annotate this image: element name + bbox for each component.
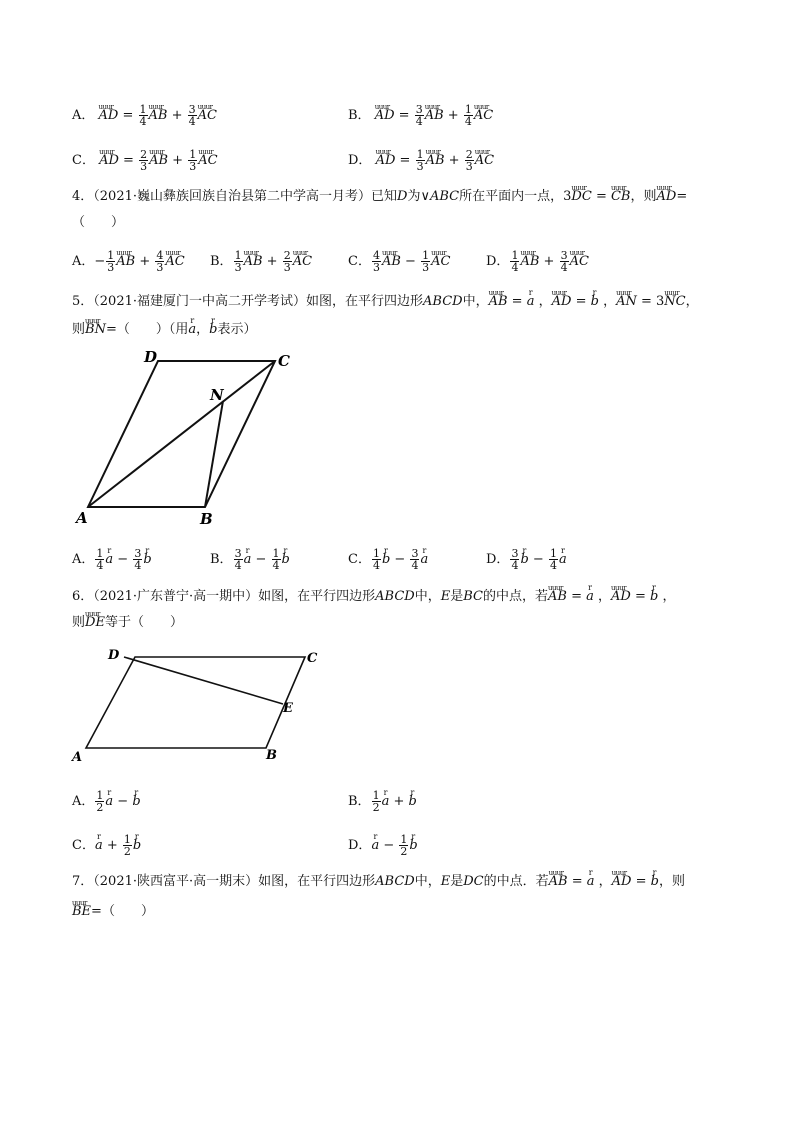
label-a: A — [72, 750, 83, 765]
q3-option-a[interactable]: A． uuur AD = $\frac{1}{4}$ uuur AB + $\frac{3}{4}$ uuur AC — [72, 104, 217, 127]
q4-blank: （ ） — [72, 215, 125, 230]
q4-option-d[interactable]: D． $\frac{1}{4}$ uuur AB + $\frac{3}{4}$ uuur AC — [486, 250, 589, 273]
option-label: C． — [72, 153, 95, 168]
q5-option-a[interactable]: A． $\frac{1}{4}$ r a − $\frac{3}{4}$ r b — [72, 548, 152, 571]
option-label: B． — [348, 108, 371, 123]
q6-figure — [70, 645, 320, 765]
fraction: $\frac{1}{4}$ — [464, 103, 472, 128]
fraction: $\frac{1}{3}$ — [416, 148, 424, 173]
label-n: N — [210, 386, 224, 404]
fraction: $\frac{3}{4}$ — [188, 103, 196, 128]
q7-stem-2: uuur BE=（ ） — [72, 903, 154, 921]
parallelogram-abcd — [86, 657, 305, 748]
vector-ad: uuur AD — [99, 152, 119, 170]
vector-ad: uuur AD — [375, 107, 395, 125]
label-b: B — [200, 510, 213, 528]
fraction: $\frac{2}{3}$ — [140, 148, 148, 173]
fraction: $\frac{3}{4}$ — [415, 103, 423, 128]
q6-stem-2: 则uuur DE等于（ ） — [72, 614, 183, 632]
q6-option-d[interactable]: D．r a − $\frac{1}{2}$ r b — [348, 834, 418, 857]
q5-stem: 5．（2021·福建厦门一中高二开学考试）如图，在平行四边形ABCD中，uuur AB = r a ，uuur AD = r b ，uuur AN = 3uuur NC， — [72, 293, 699, 311]
vector-ab: uuur AB — [425, 107, 444, 125]
label-d: D — [108, 648, 120, 663]
q6-option-c[interactable]: C．r a + $\frac{1}{2}$ r b — [72, 834, 141, 857]
fraction: $\frac{1}{3}$ — [189, 148, 197, 173]
q5-option-d[interactable]: D． $\frac{3}{4}$ r b − $\frac{1}{4}$ r a — [486, 548, 567, 571]
label-a: A — [76, 509, 88, 527]
segment-bn — [205, 401, 223, 507]
label-b: B — [266, 748, 277, 763]
segment-de — [124, 657, 283, 704]
label-e: E — [283, 701, 293, 716]
q5-stem-2: 则uuur BN=（ ）（用r a，r b表示） — [72, 321, 256, 339]
q5-option-b[interactable]: B． $\frac{3}{4}$ r a − $\frac{1}{4}$ r b — [210, 548, 290, 571]
label-d: D — [144, 348, 158, 366]
q4-option-c[interactable]: C． $\frac{4}{3}$ uuur AB − $\frac{1}{3}$ uuur AC — [348, 250, 450, 273]
vector-ac: uuur AC — [198, 107, 217, 125]
q5-figure — [70, 345, 310, 530]
option-label: D． — [348, 153, 372, 168]
q4-option-b[interactable]: B． $\frac{1}{3}$ uuur AB + $\frac{2}{3}$ uuur AC — [210, 250, 312, 273]
option-label: A． — [72, 108, 95, 123]
vector-ab: uuur AB — [426, 152, 445, 170]
q6-option-a[interactable]: A． $\frac{1}{2}$ r a − r b — [72, 790, 141, 813]
q7-stem: 7．（2021·陕西富平·高一期末）如图，在平行四边形ABCD中，E是DC的中点．若uuur AB = r a ，uuur AD = r b，则 — [72, 873, 685, 891]
q3-option-d[interactable]: D． uuur AD = $\frac{1}{3}$ uuur AB + $\frac{2}{3}$ uuur AC — [348, 149, 494, 172]
q4-stem: 4．（2021·巍山彝族回族自治县第二中学高一月考）已知D为∨ABC所在平面内一点，3uuur DC = uuur CB，则uuur AD= — [72, 188, 687, 206]
vector-ab: uuur AB — [149, 152, 168, 170]
q6-stem: 6．（2021·广东普宁·高一期中）如图，在平行四边形ABCD中，E是BC的中点，若uuur AB = r a ，uuur AD = r b ， — [72, 588, 676, 606]
q6-option-b[interactable]: B． $\frac{1}{2}$ r a + r b — [348, 790, 417, 813]
vector-ad: uuur AD — [99, 107, 119, 125]
q5-option-c[interactable]: C． $\frac{1}{4}$ r b − $\frac{3}{4}$ r a — [348, 548, 428, 571]
q4-option-a[interactable]: A．− $\frac{1}{3}$ uuur AB + $\frac{4}{3}$ uuur AC — [72, 250, 185, 273]
fraction: $\frac{2}{3}$ — [465, 148, 473, 173]
vector-ac: uuur AC — [475, 152, 494, 170]
q3-option-b[interactable]: B． uuur AD = $\frac{3}{4}$ uuur AB + $\frac{1}{4}$ uuur AC — [348, 104, 493, 127]
vector-ab: uuur AB — [149, 107, 168, 125]
vector-ac: uuur AC — [474, 107, 493, 125]
label-c: C — [278, 352, 290, 370]
vector-ad: uuur AD — [376, 152, 396, 170]
q3-option-c[interactable]: C． uuur AD = $\frac{2}{3}$ uuur AB + $\frac{1}{3}$ uuur AC — [72, 149, 218, 172]
label-c: C — [307, 651, 318, 666]
vector-ac: uuur AC — [198, 152, 217, 170]
diagonal-ac — [88, 361, 275, 507]
fraction: $\frac{1}{4}$ — [139, 103, 147, 128]
